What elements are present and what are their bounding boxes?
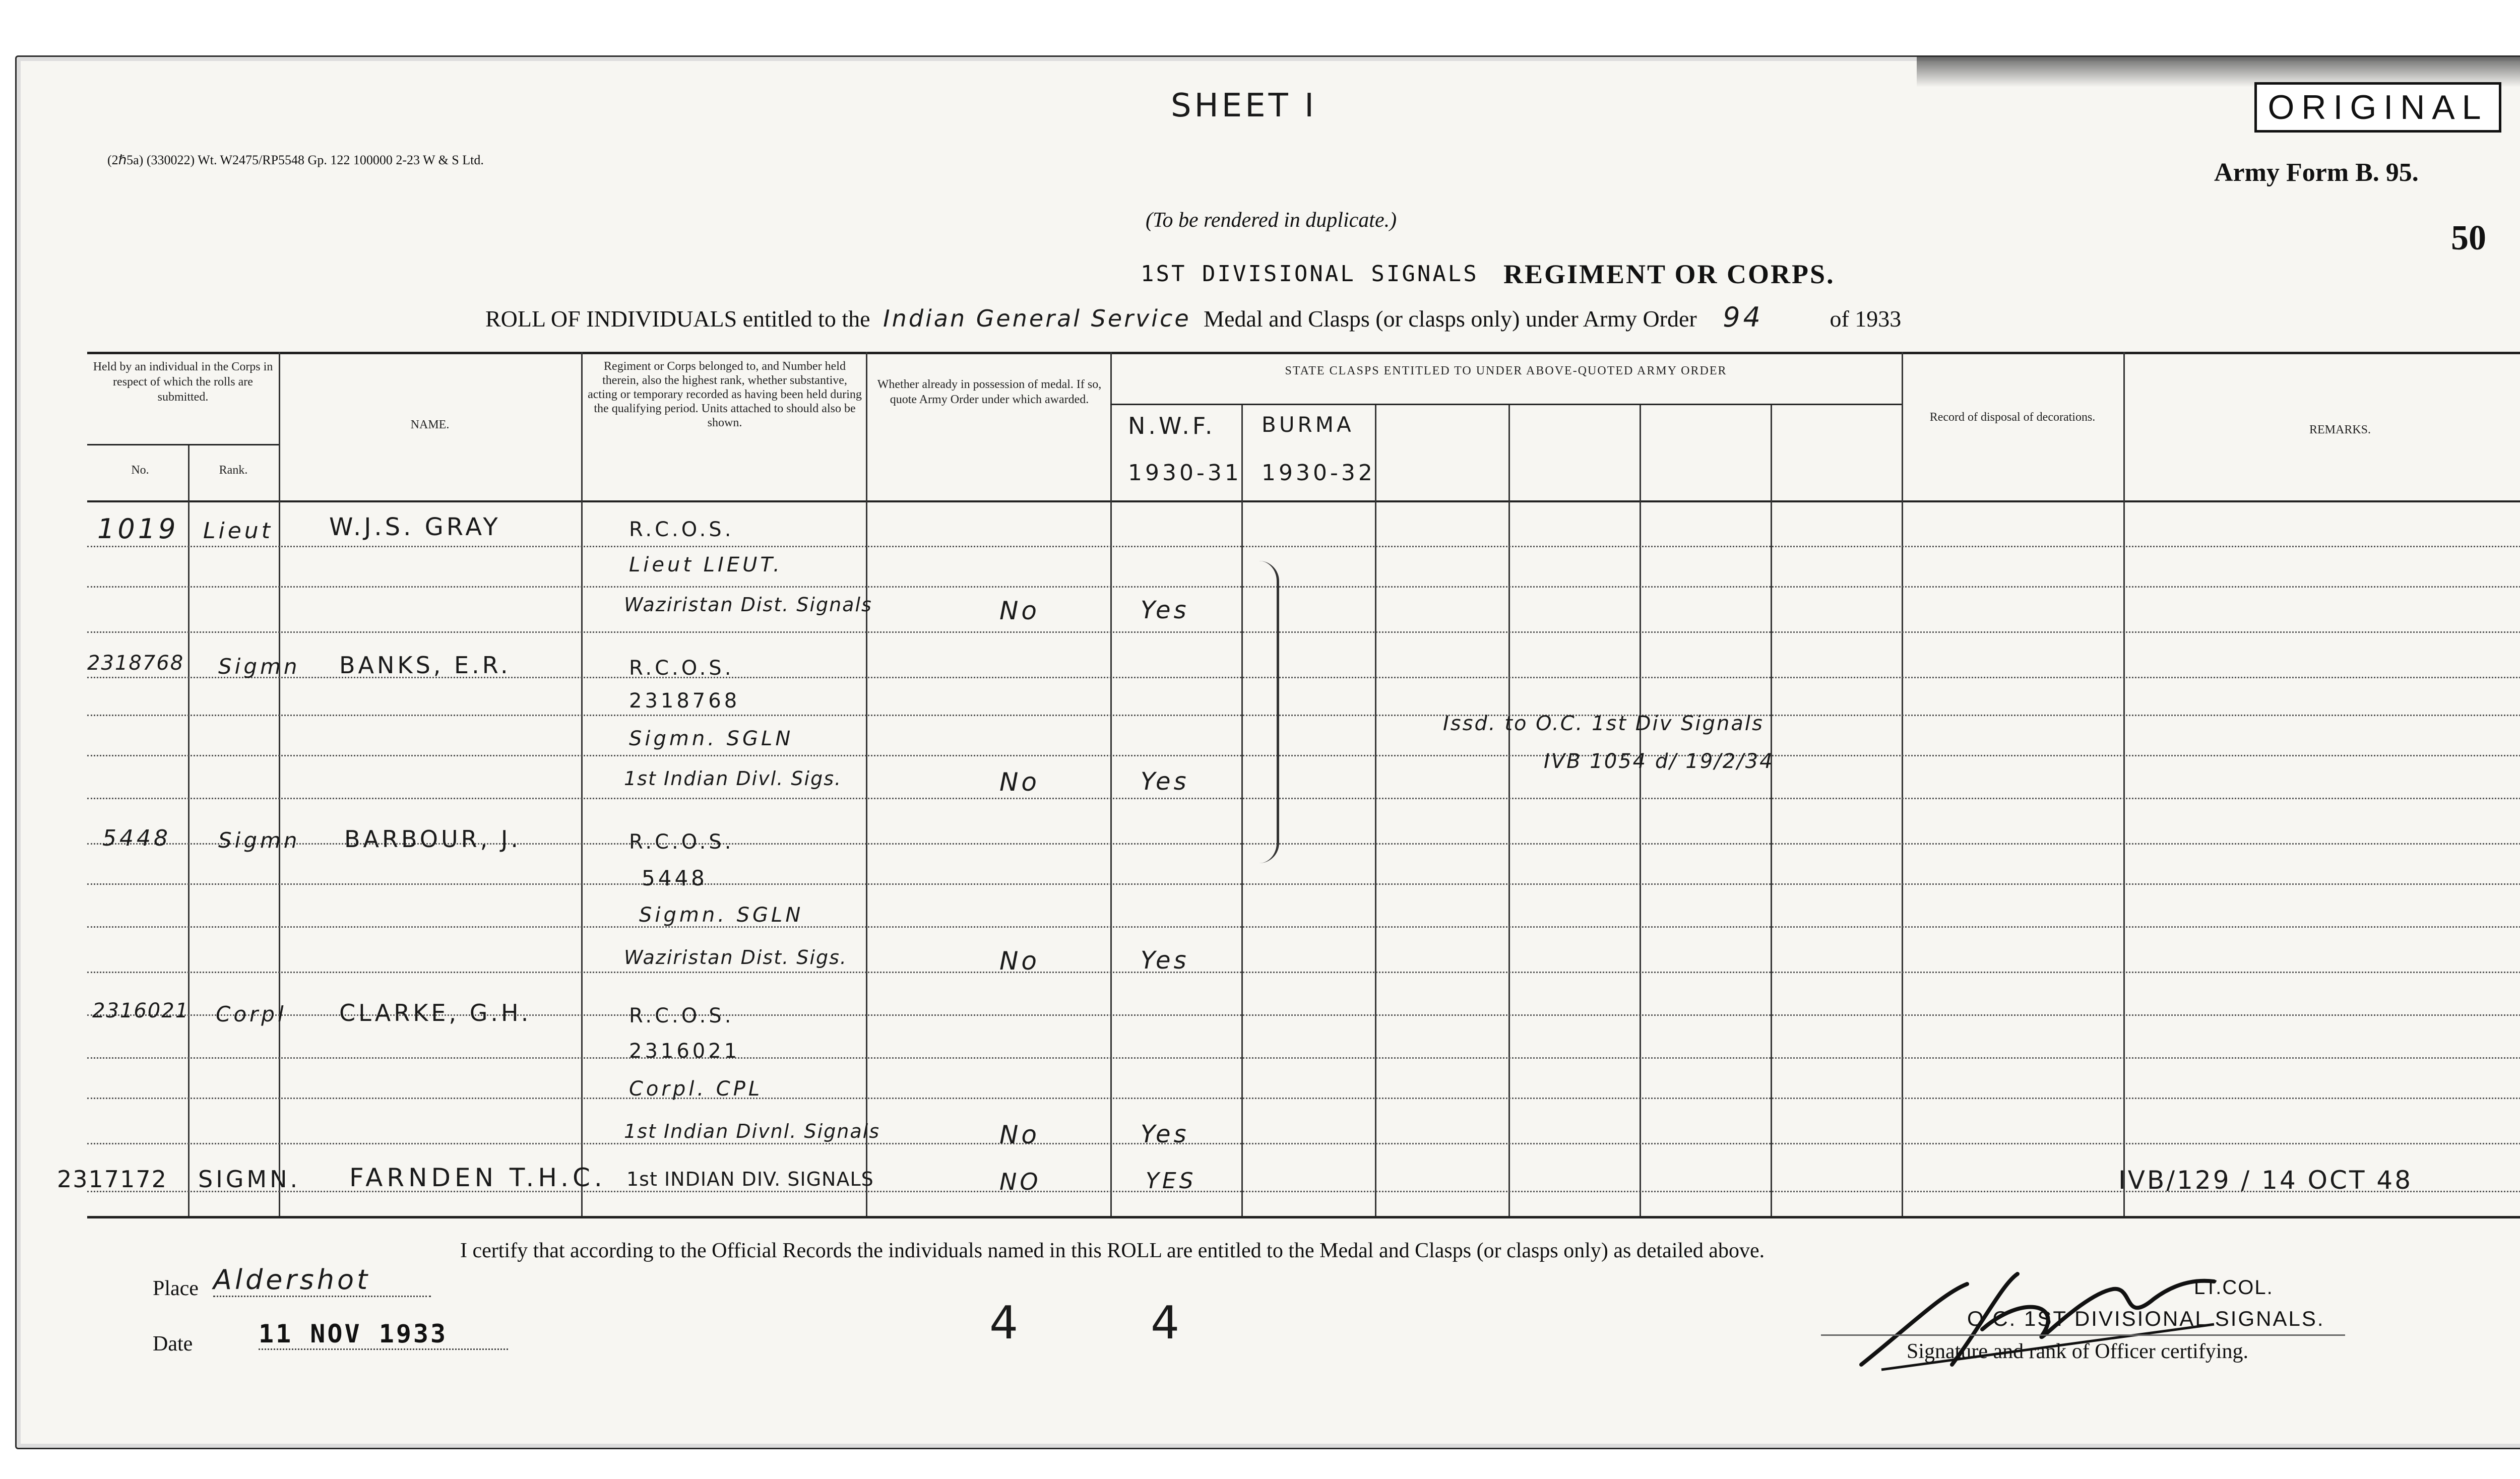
entry-reg-line: 2318768 <box>629 689 740 713</box>
col-line <box>1902 352 1903 1216</box>
entry-reg-line: R.C.O.S. <box>629 830 734 854</box>
entry-nwf: Yes <box>1141 1120 1189 1148</box>
clasp-burma: BURMA <box>1262 412 1354 437</box>
row-rule <box>87 1143 2520 1144</box>
brace-mark <box>1246 561 1279 863</box>
table-top-rule <box>87 352 2520 354</box>
row-rule <box>87 926 2520 928</box>
roll-line <box>485 301 1901 333</box>
clasps-sub-rule <box>1110 404 1902 405</box>
entry-number: 2317172 <box>57 1166 167 1193</box>
entry-possession: NO <box>999 1168 1041 1195</box>
entry-reg-line: R.C.O.S. <box>629 518 734 541</box>
row-rule <box>87 631 2520 633</box>
sheet-number: SHEET I <box>1171 87 1317 124</box>
col-line <box>188 445 190 1216</box>
entry-reg-line: 1st INDIAN DIV. SIGNALS <box>626 1168 874 1190</box>
form-number: Army Form B. 95. <box>2214 158 2419 187</box>
entry-rank: Sigmn <box>218 654 300 679</box>
clasp-burma-years: 1930-32 <box>1262 460 1375 486</box>
rank-stamp: LT.COL. <box>2194 1276 2274 1299</box>
entry-reg-line: Sigmn. SGLN <box>629 727 794 750</box>
place-label: Place <box>153 1277 199 1300</box>
certify-statement: I certify that according to the Official Records the individuals named in this ROLL are entitled to the Medal and Clasps (or clasps only) as detailed above. <box>460 1239 1765 1262</box>
medal-name: Indian General Service <box>883 305 1191 332</box>
row-rule <box>87 972 2520 973</box>
roll-mid: Medal and Clasps (or clasps only) under Army Order <box>1204 306 1697 332</box>
entry-rank: Sigmn <box>218 828 300 853</box>
col-line <box>866 352 867 1216</box>
unit-stamp: 1ST DIVISIONAL SIGNALS <box>1141 261 1479 287</box>
entry-nwf: YES <box>1146 1168 1196 1194</box>
regiment-heading: REGIMENT OR CORPS. <box>1503 259 1835 289</box>
entry-reg-line: Waziristan Dist. Signals <box>624 594 872 616</box>
print-code: (2ℏ5a) (330022) Wt. W2475/RP5548 Gp. 122 100000 2-23 W & S Ltd. <box>107 153 484 167</box>
col-line <box>1375 405 1376 1216</box>
entry-number: 2318768 <box>87 652 184 675</box>
signature-line <box>1821 1334 2345 1336</box>
page-number: 50 <box>2451 219 2486 258</box>
entry-reg-line: 1st Indian Divnl. Signals <box>624 1120 880 1142</box>
entry-reg-line: Corpl. CPL <box>629 1077 763 1101</box>
held-by-header: Held by an individual in the Corps in respect of which the rolls are submitted. <box>93 360 273 404</box>
header-bottom-rule <box>87 500 2520 502</box>
row-rule <box>87 883 2520 885</box>
col-line <box>2123 352 2125 1216</box>
roll-prefix: ROLL OF INDIVIDUALS entitled to the <box>485 306 870 332</box>
regiment-header: Regiment or Corps belonged to, and Number held therein, also the highest rank, whether substantive, acting or temporary recorded as having been held during the qualifying period. Units attached to should also be shown. <box>588 360 862 429</box>
entry-nwf: Yes <box>1141 596 1189 624</box>
col-line <box>1771 405 1772 1216</box>
entry-possession: No <box>999 767 1040 797</box>
entry-name: BARBOUR, J. <box>344 825 522 853</box>
held-by-sub-rule <box>87 444 279 445</box>
row-rule <box>87 755 2520 756</box>
entry-possession: No <box>999 946 1040 976</box>
disposal-header: Record of disposal of decorations. <box>1929 411 2096 424</box>
entry-reg-line: Sigmn. SGLN <box>639 904 804 927</box>
row-rule <box>87 546 2520 547</box>
date-label: Date <box>153 1332 193 1356</box>
entry-reg-line: R.C.O.S. <box>629 1004 734 1027</box>
entry-reg-line: 1st Indian Divl. Sigs. <box>624 767 842 790</box>
no-header: No. <box>131 464 149 477</box>
count-mark: 4 <box>1151 1297 1180 1349</box>
entry-nwf: Yes <box>1141 767 1189 796</box>
col-line <box>1110 352 1112 1216</box>
col-line <box>279 352 280 1216</box>
entry-rank: SIGMN. <box>198 1166 301 1193</box>
entry-possession: No <box>999 596 1040 625</box>
entry-disposal-ref: IVB 1054 d/ 19/2/34 <box>1544 750 1774 773</box>
clasp-nwf-years: 1930-31 <box>1128 460 1242 486</box>
clasp-nwf: N.W.F. <box>1128 412 1216 439</box>
possession-header: Whether already in possession of medal. If so, quote Army Order under which awarded. <box>877 378 1102 406</box>
count-mark: 4 <box>989 1297 1019 1349</box>
signature-caption: Signature and rank of Officer certifying. <box>1907 1340 2248 1363</box>
entry-name: W.J.S. GRAY <box>329 513 501 541</box>
col-line <box>1640 405 1641 1216</box>
row-rule <box>87 1057 2520 1059</box>
entry-reg-line: 2316021 <box>629 1040 740 1063</box>
clasps-header: STATE CLASPS ENTITLED TO UNDER ABOVE-QUOTED ARMY ORDER <box>1285 364 1727 377</box>
army-order-number: 94 <box>1723 301 1763 333</box>
entry-possession: No <box>999 1120 1040 1149</box>
col-line <box>581 352 583 1216</box>
table-bottom-rule <box>87 1216 2520 1218</box>
entry-reg-line: 5448 <box>642 866 708 890</box>
entry-reg-line: Lieut LIEUT. <box>629 553 783 576</box>
roll-year: of 1933 <box>1830 306 1902 332</box>
date-stamp: 11 NOV 1933 <box>259 1319 508 1350</box>
entry-reg-line: R.C.O.S. <box>629 657 734 680</box>
row-rule <box>87 798 2520 799</box>
roll-sheet <box>15 55 2520 1449</box>
col-line <box>1508 405 1510 1216</box>
entry-name: BANKS, E.R. <box>339 652 511 679</box>
col-line <box>1241 405 1243 1216</box>
place-value: Aldershot <box>213 1264 431 1297</box>
entry-name: FARNDEN T.H.C. <box>349 1163 606 1192</box>
entry-remarks: IVB/129 / 14 OCT 48 <box>2118 1166 2413 1195</box>
entry-rank: Corpl <box>216 1002 287 1026</box>
entry-number: 1019 <box>97 513 179 545</box>
rank-header: Rank. <box>219 464 248 477</box>
entry-number: 5448 <box>102 825 171 851</box>
remarks-header: REMARKS. <box>2309 423 2371 436</box>
entry-number: 2316021 <box>92 999 190 1022</box>
entry-rank: Lieut <box>203 518 273 544</box>
entry-reg-line: Waziristan Dist. Sigs. <box>624 946 847 969</box>
row-rule <box>87 715 2520 716</box>
entry-name: CLARKE, G.H. <box>339 999 532 1026</box>
row-rule <box>87 1098 2520 1099</box>
entry-nwf: Yes <box>1141 946 1189 975</box>
officer-stamp: O.C. 1ST DIVISIONAL SIGNALS. <box>1967 1307 2325 1330</box>
name-header: NAME. <box>410 418 450 431</box>
entry-disposal: Issd. to O.C. 1st Div Signals <box>1443 712 1764 735</box>
duplicate-note: (To be rendered in duplicate.) <box>1146 209 1397 232</box>
original-stamp: ORIGINAL <box>2254 82 2501 133</box>
row-rule <box>87 586 2520 588</box>
